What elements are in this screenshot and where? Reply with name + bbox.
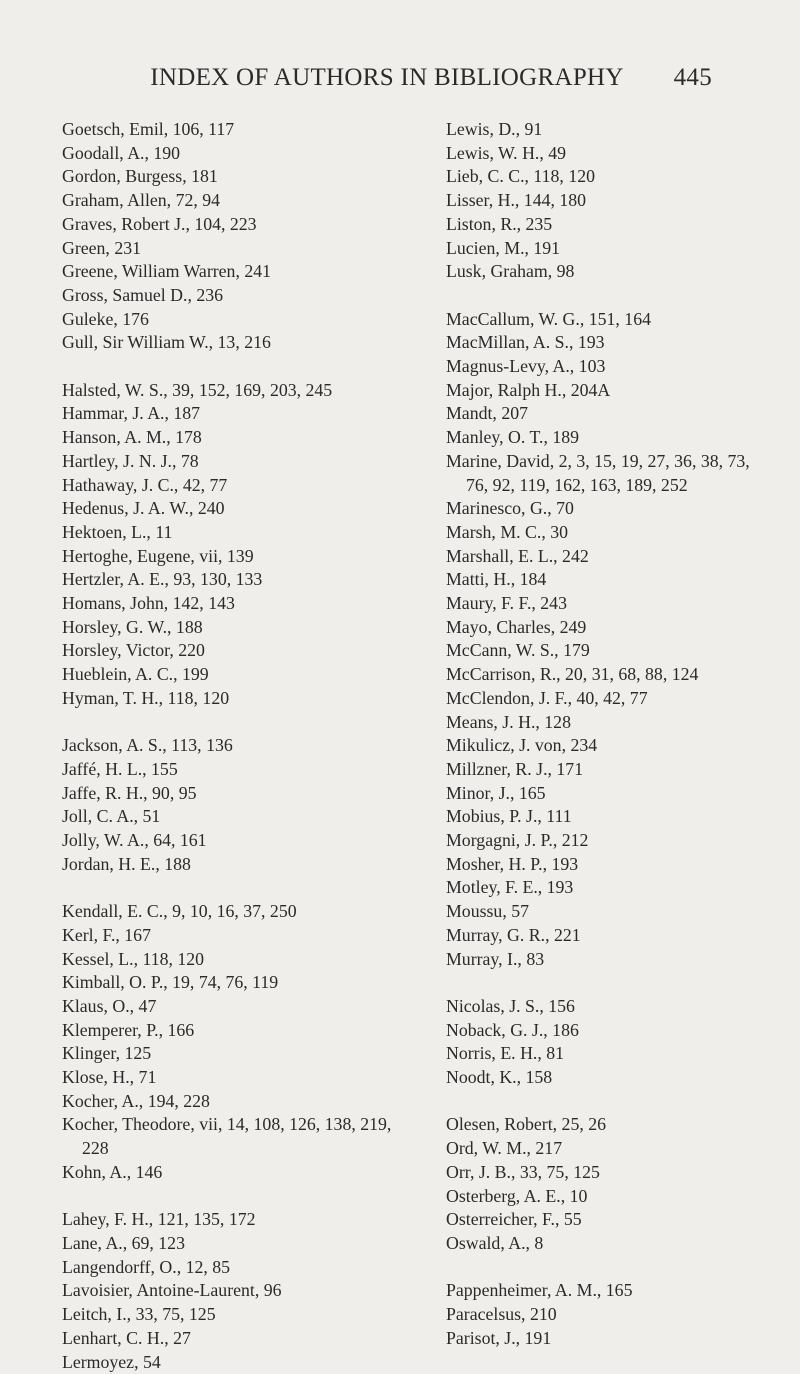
index-entry: Gordon, Burgess, 181 <box>62 165 412 189</box>
index-entry: Goodall, A., 190 <box>62 142 412 166</box>
index-entry: Liston, R., 235 <box>446 213 766 237</box>
group-separator <box>62 876 412 900</box>
group-separator <box>62 355 412 379</box>
page-title: INDEX OF AUTHORS IN BIBLIOGRAPHY <box>62 64 712 92</box>
index-entry: McCarrison, R., 20, 31, 68, 88, 124 <box>446 663 766 687</box>
index-entry: Osterberg, A. E., 10 <box>446 1185 766 1209</box>
index-entry: Mandt, 207 <box>446 402 766 426</box>
index-entry: Noback, G. J., 186 <box>446 1019 766 1043</box>
index-entry: Minor, J., 165 <box>446 782 766 806</box>
index-entry: Lieb, C. C., 118, 120 <box>446 165 766 189</box>
index-entry: Guleke, 176 <box>62 308 412 332</box>
index-entry: Lenhart, C. H., 27 <box>62 1327 412 1351</box>
index-entry: Paracelsus, 210 <box>446 1303 766 1327</box>
group-separator <box>446 284 766 308</box>
index-entry: Noodt, K., 158 <box>446 1066 766 1090</box>
index-entry: Mayo, Charles, 249 <box>446 616 766 640</box>
group-separator <box>62 1185 412 1209</box>
index-entry: Greene, William Warren, 241 <box>62 260 412 284</box>
index-entry: Hertzler, A. E., 93, 130, 133 <box>62 568 412 592</box>
index-entry: Hueblein, A. C., 199 <box>62 663 412 687</box>
index-entry: Marinesco, G., 70 <box>446 497 766 521</box>
index-entry: Osterreicher, F., 55 <box>446 1208 766 1232</box>
index-entry: Nicolas, J. S., 156 <box>446 995 766 1019</box>
index-entry: Kerl, F., 167 <box>62 924 412 948</box>
index-entry: MacMillan, A. S., 193 <box>446 331 766 355</box>
index-entry: Kessel, L., 118, 120 <box>62 948 412 972</box>
index-entry: Moussu, 57 <box>446 900 766 924</box>
index-entry: Lewis, D., 91 <box>446 118 766 142</box>
index-entry: Lewis, W. H., 49 <box>446 142 766 166</box>
index-entry: Ord, W. M., 217 <box>446 1137 766 1161</box>
index-entry: Marsh, M. C., 30 <box>446 521 766 545</box>
index-entry: Pappenheimer, A. M., 165 <box>446 1279 766 1303</box>
index-entry: Lusk, Graham, 98 <box>446 260 766 284</box>
index-entry: Lavoisier, Antoine-Laurent, 96 <box>62 1279 412 1303</box>
index-entry: Lahey, F. H., 121, 135, 172 <box>62 1208 412 1232</box>
index-entry: Jordan, H. E., 188 <box>62 853 412 877</box>
index-entry: Millzner, R. J., 171 <box>446 758 766 782</box>
index-entry: Hammar, J. A., 187 <box>62 402 412 426</box>
group-separator <box>446 1256 766 1280</box>
index-entry: Lisser, H., 144, 180 <box>446 189 766 213</box>
index-entry: Goetsch, Emil, 106, 117 <box>62 118 412 142</box>
index-entry: Manley, O. T., 189 <box>446 426 766 450</box>
index-entry: Mobius, P. J., 111 <box>446 805 766 829</box>
index-entry: Murray, I., 83 <box>446 948 766 972</box>
index-entry: Joll, C. A., 51 <box>62 805 412 829</box>
index-entry: Lane, A., 69, 123 <box>62 1232 412 1256</box>
index-entry: Norris, E. H., 81 <box>446 1042 766 1066</box>
index-entry: Marine, David, 2, 3, 15, 19, 27, 36, 38, 73, 76, 92, 119, 162, 163, 189, 252 <box>446 450 766 497</box>
index-entry: Mikulicz, J. von, 234 <box>446 734 766 758</box>
index-entry: Oswald, A., 8 <box>446 1232 766 1256</box>
index-entry: MacCallum, W. G., 151, 164 <box>446 308 766 332</box>
page-number: 445 <box>674 64 712 92</box>
index-entry: Lermoyez, 54 <box>62 1351 412 1374</box>
index-entry: Lucien, M., 191 <box>446 237 766 261</box>
index-entry: Kendall, E. C., 9, 10, 16, 37, 250 <box>62 900 412 924</box>
index-entry: Horsley, G. W., 188 <box>62 616 412 640</box>
index-entry: Morgagni, J. P., 212 <box>446 829 766 853</box>
index-entry: Hanson, A. M., 178 <box>62 426 412 450</box>
index-entry: Hartley, J. N. J., 78 <box>62 450 412 474</box>
index-entry: Langendorff, O., 12, 85 <box>62 1256 412 1280</box>
index-entry: McClendon, J. F., 40, 42, 77 <box>446 687 766 711</box>
index-entry: Mosher, H. P., 193 <box>446 853 766 877</box>
index-entry: Halsted, W. S., 39, 152, 169, 203, 245 <box>62 379 412 403</box>
left-index-column <box>62 118 412 1374</box>
group-separator <box>446 1090 766 1114</box>
index-entry: Klemperer, P., 166 <box>62 1019 412 1043</box>
index-entry: Hertoghe, Eugene, vii, 139 <box>62 545 412 569</box>
index-entry: Kohn, A., 146 <box>62 1161 412 1185</box>
index-entry: Olesen, Robert, 25, 26 <box>446 1113 766 1137</box>
index-entry: Parisot, J., 191 <box>446 1327 766 1351</box>
index-entry: Jaffe, R. H., 90, 95 <box>62 782 412 806</box>
index-entry: Gross, Samuel D., 236 <box>62 284 412 308</box>
index-entry: Jackson, A. S., 113, 136 <box>62 734 412 758</box>
index-entry: Kocher, A., 194, 228 <box>62 1090 412 1114</box>
index-entry: McCann, W. S., 179 <box>446 639 766 663</box>
index-entry: Maury, F. F., 243 <box>446 592 766 616</box>
index-entry: Murray, G. R., 221 <box>446 924 766 948</box>
index-entry: Motley, F. E., 193 <box>446 876 766 900</box>
index-entry: Major, Ralph H., 204A <box>446 379 766 403</box>
index-entry: Gull, Sir William W., 13, 216 <box>62 331 412 355</box>
index-entry: Hathaway, J. C., 42, 77 <box>62 474 412 498</box>
index-entry: Green, 231 <box>62 237 412 261</box>
index-entry: Magnus-Levy, A., 103 <box>446 355 766 379</box>
index-entry: Jaffé, H. L., 155 <box>62 758 412 782</box>
index-entry: Klinger, 125 <box>62 1042 412 1066</box>
index-entry: Jolly, W. A., 64, 161 <box>62 829 412 853</box>
index-entry: Marshall, E. L., 242 <box>446 545 766 569</box>
index-entry: Graham, Allen, 72, 94 <box>62 189 412 213</box>
index-entry: Horsley, Victor, 220 <box>62 639 412 663</box>
index-entry: Hyman, T. H., 118, 120 <box>62 687 412 711</box>
index-entry: Klaus, O., 47 <box>62 995 412 1019</box>
index-entry: Matti, H., 184 <box>446 568 766 592</box>
index-entry: Hektoen, L., 11 <box>62 521 412 545</box>
group-separator <box>446 971 766 995</box>
right-index-column <box>446 118 766 1351</box>
index-entry: Leitch, I., 33, 75, 125 <box>62 1303 412 1327</box>
index-entry: Klose, H., 71 <box>62 1066 412 1090</box>
index-entry: Hedenus, J. A. W., 240 <box>62 497 412 521</box>
page-header <box>62 64 712 98</box>
index-entry: Homans, John, 142, 143 <box>62 592 412 616</box>
index-entry: Kimball, O. P., 19, 74, 76, 119 <box>62 971 412 995</box>
index-entry: Means, J. H., 128 <box>446 711 766 735</box>
index-entry: Kocher, Theodore, vii, 14, 108, 126, 138, 219, 228 <box>62 1113 412 1160</box>
index-entry: Orr, J. B., 33, 75, 125 <box>446 1161 766 1185</box>
index-entry: Graves, Robert J., 104, 223 <box>62 213 412 237</box>
group-separator <box>62 711 412 735</box>
